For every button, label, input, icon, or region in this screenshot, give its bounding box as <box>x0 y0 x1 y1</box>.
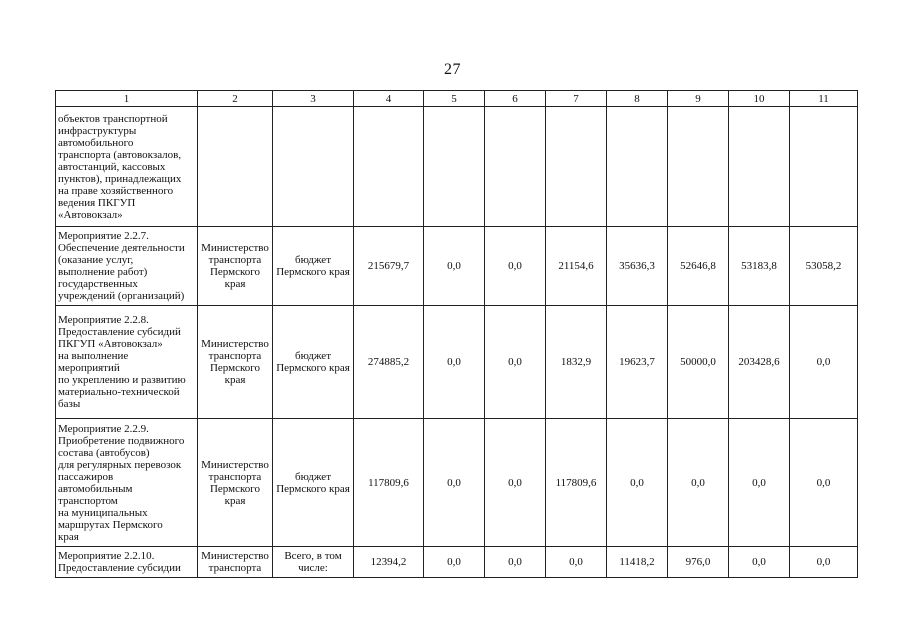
measure-description-line: транспорта (автовокзалов, <box>58 148 182 161</box>
funding-source-cell <box>273 547 354 578</box>
value-cell: 53058,2 <box>790 227 858 306</box>
measure-description-line: ПКГУП «Автовокзал» <box>58 338 163 350</box>
column-header: 11 <box>790 91 858 107</box>
measure-description <box>56 306 198 419</box>
value-cell: 0,0 <box>485 419 546 547</box>
measure-description-line: Мероприятие 2.2.8. <box>58 314 149 326</box>
value-cell: 0,0 <box>424 227 485 306</box>
column-header: 4 <box>354 91 424 107</box>
measure-description-line: Предоставление субсидий <box>58 326 181 338</box>
executor-cell <box>198 107 273 227</box>
value-cell: 0,0 <box>424 547 485 578</box>
measure-description <box>56 107 198 227</box>
funding-source-cell-line: числе: <box>298 562 328 574</box>
column-header: 10 <box>729 91 790 107</box>
executor-cell-line: Министерство <box>201 242 269 254</box>
measure-description-line: автостанций, кассовых <box>58 160 166 173</box>
column-header: 8 <box>607 91 668 107</box>
executor-cell-line: Министерство <box>201 550 269 562</box>
value-cell: 0,0 <box>546 547 607 578</box>
value-cell: 0,0 <box>790 547 858 578</box>
value-cell: 50000,0 <box>668 306 729 419</box>
value-cell: 52646,8 <box>668 227 729 306</box>
measure-description-line: автомобильным <box>58 482 133 495</box>
column-header: 7 <box>546 91 607 107</box>
value-cell: 35636,3 <box>607 227 668 306</box>
measure-description-line: состава (автобусов) <box>58 446 150 459</box>
measure-description-line: выполнение работ) <box>58 266 148 278</box>
executor-cell <box>198 419 273 547</box>
measure-description-line: края <box>58 530 79 543</box>
executor-cell <box>198 227 273 306</box>
measure-description-line: на праве хозяйственного <box>58 184 174 197</box>
value-cell <box>607 107 668 227</box>
measure-description-line: по укреплению и развитию <box>58 374 186 386</box>
value-cell: 21154,6 <box>546 227 607 306</box>
measure-description-line: государственных <box>58 278 138 290</box>
value-cell: 0,0 <box>790 306 858 419</box>
value-cell: 0,0 <box>607 419 668 547</box>
executor-cell-line: Пермского <box>209 482 261 495</box>
measure-description-line: пассажиров <box>58 470 114 483</box>
measure-description-line: на выполнение <box>58 350 129 362</box>
value-cell: 0,0 <box>485 227 546 306</box>
measure-description-line: маршрутах Пермского <box>58 518 163 531</box>
value-cell: 203428,6 <box>729 306 790 419</box>
value-cell: 0,0 <box>485 306 546 419</box>
measure-description-line: Мероприятие 2.2.9. <box>58 422 149 435</box>
value-cell <box>729 107 790 227</box>
value-cell <box>424 107 485 227</box>
measure-description-line: мероприятий <box>58 362 120 374</box>
value-cell: 11418,2 <box>607 547 668 578</box>
value-cell: 1832,9 <box>546 306 607 419</box>
header-row <box>56 91 858 107</box>
funding-source-cell-line: Пермского края <box>276 362 350 374</box>
value-cell <box>546 107 607 227</box>
measure-description-line: учреждений (организаций) <box>58 290 185 302</box>
executor-cell-line: транспорта <box>208 562 262 574</box>
measure-description-line: Обеспечение деятельности <box>58 242 185 254</box>
measure-description-line: Предоставление субсидии <box>58 562 181 574</box>
funding-source-cell-line: бюджет <box>295 254 331 266</box>
executor-cell-line: Пермского <box>209 362 261 374</box>
value-cell: 53183,8 <box>729 227 790 306</box>
executor-cell-line: транспорта <box>208 470 262 483</box>
value-cell: 274885,2 <box>354 306 424 419</box>
measure-description-line: для регулярных перевозок <box>58 458 182 471</box>
column-header: 1 <box>56 91 198 107</box>
measure-description-line: инфраструктуры <box>58 124 137 137</box>
measure-description-line: Мероприятие 2.2.7. <box>58 230 149 242</box>
column-header: 9 <box>668 91 729 107</box>
value-cell: 0,0 <box>424 419 485 547</box>
measure-description-line: транспортом <box>58 494 118 507</box>
value-cell: 0,0 <box>485 547 546 578</box>
funding-source-cell <box>273 419 354 547</box>
value-cell: 215679,7 <box>354 227 424 306</box>
measure-description-line: пунктов), принадлежащих <box>58 172 182 185</box>
funding-source-cell-line: Всего, в том <box>284 550 342 562</box>
value-cell: 12394,2 <box>354 547 424 578</box>
value-cell <box>354 107 424 227</box>
executor-cell-line: края <box>224 374 246 386</box>
value-cell <box>790 107 858 227</box>
measure-description-line: «Автовокзал» <box>58 208 123 221</box>
executor-cell-line: Министерство <box>201 458 269 471</box>
measure-description-line: автомобильного <box>58 136 134 149</box>
table-row <box>56 306 858 419</box>
funding-source-cell-line: Пермского края <box>276 266 350 278</box>
table-row <box>56 419 858 547</box>
measure-description-line: Мероприятие 2.2.10. <box>58 550 155 562</box>
funding-source-cell-line: Пермского края <box>276 482 350 495</box>
column-header: 5 <box>424 91 485 107</box>
measure-description-line: объектов транспортной <box>58 112 168 125</box>
executor-cell <box>198 547 273 578</box>
page-number: 27 <box>444 61 461 78</box>
value-cell: 19623,7 <box>607 306 668 419</box>
funding-source-cell-line: бюджет <box>295 350 331 362</box>
executor-cell-line: транспорта <box>208 254 262 266</box>
executor-cell-line: края <box>224 278 246 290</box>
measure-description <box>56 227 198 306</box>
value-cell: 0,0 <box>729 419 790 547</box>
value-cell: 117809,6 <box>354 419 424 547</box>
executor-cell-line: края <box>224 494 246 507</box>
value-cell <box>485 107 546 227</box>
value-cell: 117809,6 <box>546 419 607 547</box>
measure-description-line: на муниципальных <box>58 506 148 519</box>
executor-cell-line: транспорта <box>208 350 262 362</box>
executor-cell <box>198 306 273 419</box>
budget-table <box>55 90 858 578</box>
value-cell <box>668 107 729 227</box>
measure-description <box>56 419 198 547</box>
value-cell: 0,0 <box>424 306 485 419</box>
column-header: 6 <box>485 91 546 107</box>
value-cell: 0,0 <box>668 419 729 547</box>
funding-source-cell <box>273 107 354 227</box>
measure-description-line: ведения ПКГУП <box>58 196 136 209</box>
column-header: 3 <box>273 91 354 107</box>
measure-description-line: Приобретение подвижного <box>58 434 185 447</box>
measure-description-line: базы <box>58 398 81 410</box>
executor-cell-line: Министерство <box>201 338 269 350</box>
funding-source-cell <box>273 227 354 306</box>
table-row <box>56 547 858 578</box>
column-header: 2 <box>198 91 273 107</box>
funding-source-cell <box>273 306 354 419</box>
measure-description-line: (оказание услуг, <box>58 254 134 266</box>
value-cell: 0,0 <box>729 547 790 578</box>
table-row <box>56 107 858 227</box>
value-cell: 0,0 <box>790 419 858 547</box>
executor-cell-line: Пермского <box>209 266 261 278</box>
value-cell: 976,0 <box>668 547 729 578</box>
measure-description <box>56 547 198 578</box>
measure-description-line: материально-технической <box>58 386 180 398</box>
table-row <box>56 227 858 306</box>
funding-source-cell-line: бюджет <box>295 470 331 483</box>
